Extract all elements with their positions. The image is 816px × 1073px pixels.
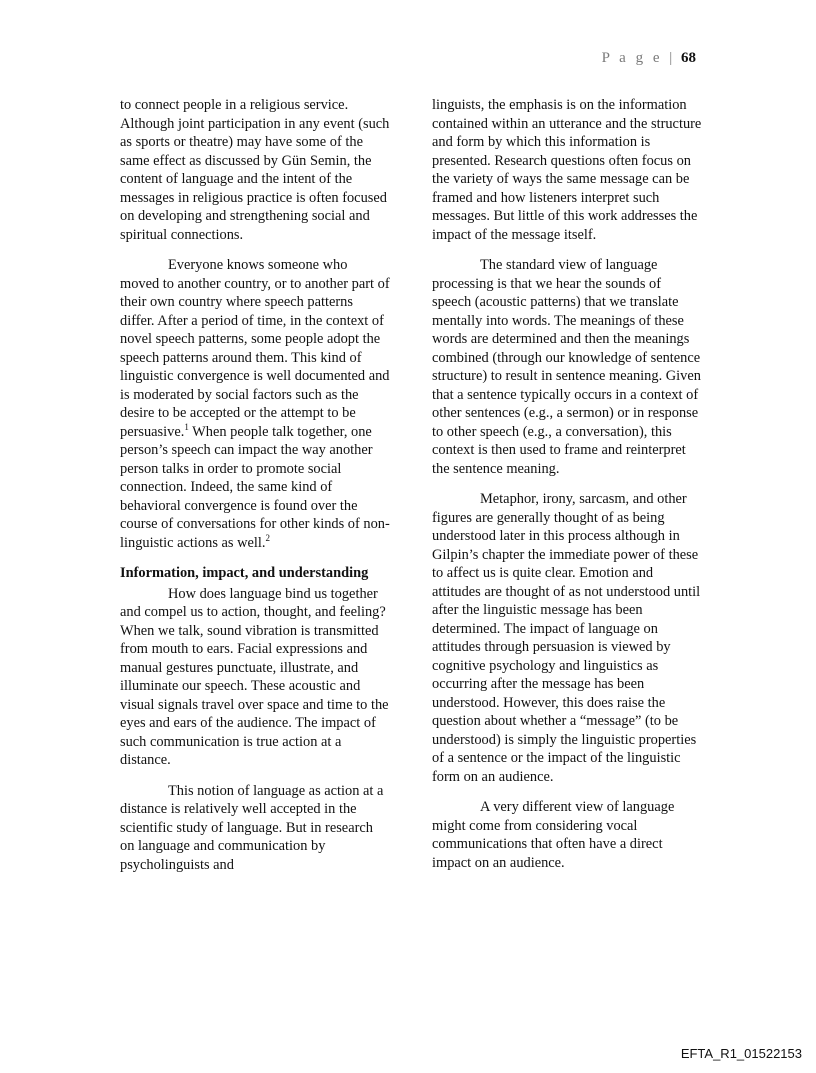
paragraph: This notion of language as action at a distance is relatively well accepted in the scientific study of language. But in research on language and communication by psycholinguists and	[120, 782, 384, 873]
paragraph	[120, 256, 390, 552]
right-column	[432, 96, 702, 884]
paragraph: A very different view of language might come from considering vocal communications that often have a direct impact on an audience.	[432, 799, 675, 871]
paragraph: linguists, the emphasis is on the information contained within an utterance and the structure and form by which this information is presented. Research questions often focus on the variety of ways the same message can be framed and how listeners interpret such messages. But little of this work addresses the impact of the message itself.	[432, 97, 702, 243]
document-id: EFTA_R1_01522153	[680, 1046, 802, 1061]
footnote-ref: 2	[265, 532, 270, 543]
paragraph: How does language bind us together and compel us to action, thought, and feeling? When we talk, sound vibration is transmitted from mouth to ears. Facial expressions and manual gestures punctuate, illustrate, and illuminate our speech. These acoustic and visual signals travel over space and time to the eyes and ears of the audience. The impact of such communication is true action at a distance.	[120, 585, 389, 768]
page-header	[602, 50, 696, 67]
footnote-ref: 1	[184, 421, 189, 432]
section-heading: Information, impact, and understanding	[120, 565, 369, 581]
left-column	[120, 96, 390, 886]
page-number: 68	[681, 50, 696, 66]
page-label: P a g e	[601, 50, 663, 66]
paragraph: Metaphor, irony, sarcasm, and other figures are generally thought of as being understood later in this process although in Gilpin’s chapter the immediate power of these to affect us is quite clear. Emotion and attitudes are thought of as not understood until after the linguistic message has been determined. The impact of language on attitudes through persuasion is viewed by cognitive psychology and linguistics as occurring after the message has been understood. However, this does raise the question about whether a “message” (to be understood) is simply the linguistic properties of a sentence or the impact of the linguistic form on an audience.	[432, 491, 701, 785]
paragraph-text: When people talk together, one person’s speech can impact the way another person talks in order to promote social connection. Indeed, the same kind of behavioral convergence is found over the course of conversations for other kinds of non-linguistic actions as well.	[120, 423, 390, 551]
page-separator: |	[669, 50, 673, 66]
paragraph-text: Everyone knows someone who moved to another country, or to another part of their own country where speech patterns differ. After a period of time, in the context of novel speech patterns, some people adopt the speech patterns around them. This kind of linguistic convergence is well documented and is moderated by social factors such as the desire to be accepted or the attempt to be persuasive.	[120, 257, 390, 440]
paragraph: The standard view of language processing is that we hear the sounds of speech (acoustic patterns) that we translate mentally into words. The meanings of these words are determined and then the meanings combined (through our knowledge of sentence structure) to result in sentence meaning. Given that a sentence typically occurs in a context of other sentences (e.g., a sermon) or in response to other speech (e.g., a conversation), this context is then used to frame and reinterpret the sentence meaning.	[432, 257, 701, 477]
paragraph: to connect people in a religious service. Although joint participation in any event (such as sports or theatre) may have some of the same effect as discussed by Gün Semin, the content of language and the intent of the messages in religious practice is often focused on developing and strengthening social and spiritual connections.	[120, 97, 390, 243]
